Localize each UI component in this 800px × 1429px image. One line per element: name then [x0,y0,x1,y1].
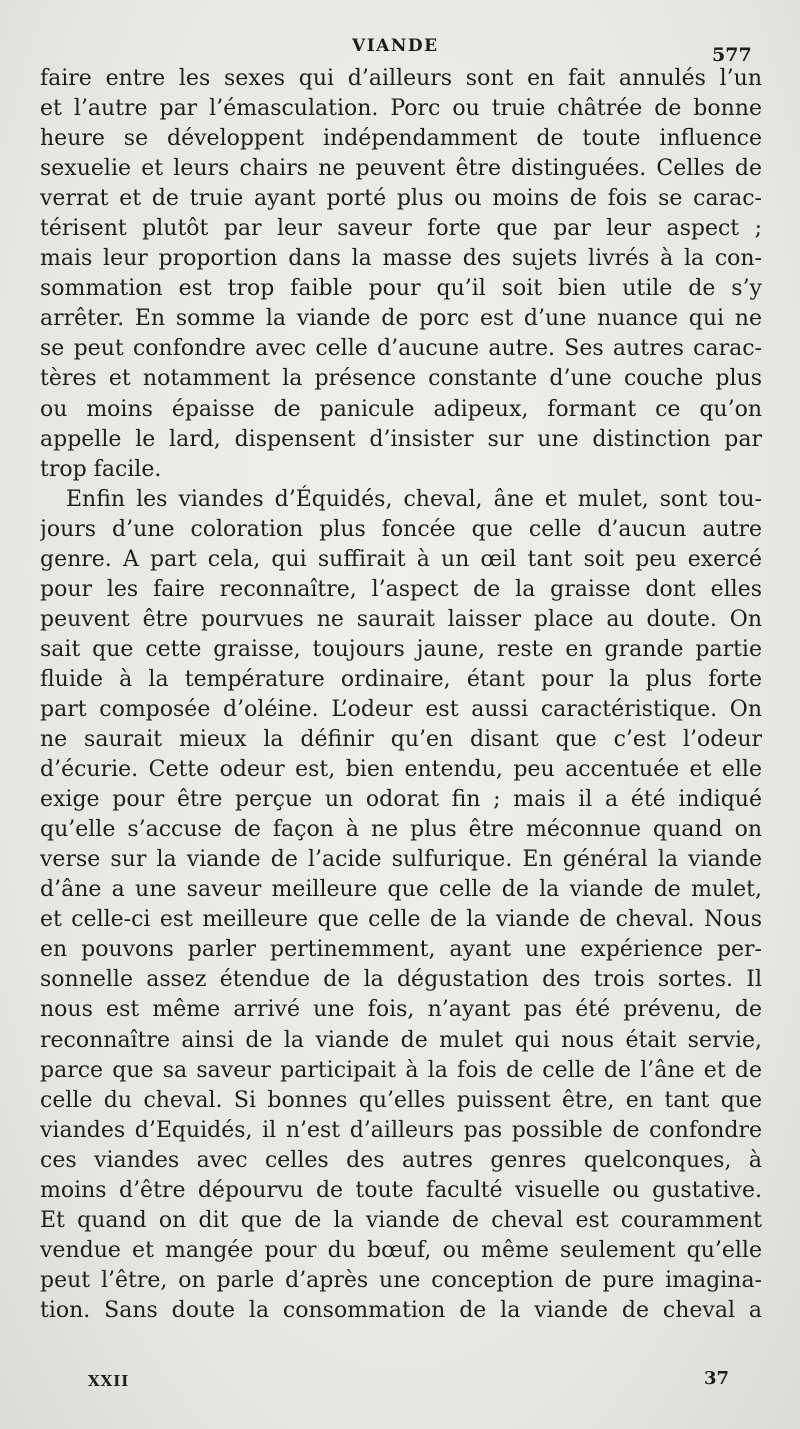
text-line: vendue et mangée pour du bœuf, ou même seulement qu’elle [40,1237,762,1263]
paragraph-end-line: trop facile. [40,456,162,482]
text-line: et l’autre par l’émasculation. Porc ou truie châtrée de bonne [40,96,762,122]
text-line: tion. Sans doute la consommation de la viande de cheval a [40,1297,762,1323]
text-line: jours d’une coloration plus foncée que celle d’aucun autre [40,516,762,542]
text-line: se peut confondre avec celle d’aucune autre. Ses autres carac- [40,336,762,362]
text-line: appelle le lard, dispensent d’insister sur une distinction par [40,426,762,452]
text-line: exige pour être perçue un odorat fin ; mais il a été indiqué [40,787,762,813]
text-line: ces viandes avec celles des autres genres quelconques, à [40,1147,762,1173]
text-line: ne saurait mieux la définir qu’en disant que c’est l’odeur [40,727,762,753]
text-line: moins d’être dépourvu de toute faculté visuelle ou gustative. [40,1177,762,1203]
text-line: tères et notamment la présence constante d’une couche plus [40,366,762,392]
text-line: sexuelie et leurs chairs ne peuvent être distinguées. Celles de [40,156,762,182]
text-line: heure se développent indépendamment de toute influence [40,126,762,152]
page-number: 577 [712,44,752,66]
text-line: pour les faire reconnaître, l’aspect de la graisse dont elles [40,576,762,602]
text-line: verrat et de truie ayant porté plus ou moins de fois se carac- [40,186,762,212]
text-line: d’âne a une saveur meilleure que celle de la viande de mulet, [40,877,762,903]
text-line: nous est même arrivé une fois, n’ayant pas été prévenu, de [40,997,762,1023]
body-text [40,64,762,1326]
text-line: verse sur la viande de l’acide sulfurique. En général la viande [40,847,762,873]
text-line: Et quand on dit que de la viande de cheval est couramment [40,1207,762,1233]
sheet-number: 37 [704,1368,730,1389]
text-line: qu’elle s’accuse de façon à ne plus être méconnue quand on [40,817,762,843]
text-line: parce que sa saveur participait à la fois de celle de l’âne et de [40,1057,762,1083]
text-line: arrêter. En somme la viande de porc est d’une nuance qui ne [40,306,762,332]
text-line: sommation est trop faible pour qu’il soit bien utile de s’y [40,276,762,302]
signature-mark: XXII [88,1372,130,1390]
running-head: VIANDE [352,36,439,56]
text-line: fluide à la température ordinaire, étant pour la plus forte [40,666,762,692]
text-line: viandes d’Equidés, il n’est d’ailleurs pas possible de confondre [40,1117,762,1143]
paragraph-start-line: Enfin les viandes d’Équidés, cheval, âne et mulet, sont tou- [66,486,762,512]
text-line: en pouvons parler pertinemment, ayant une expérience per- [40,937,762,963]
text-line: d’écurie. Cette odeur est, bien entendu, peu accentuée et elle [40,757,762,783]
text-line: ou moins épaisse de panicule adipeux, formant ce qu’on [40,396,762,422]
text-line: mais leur proportion dans la masse des sujets livrés à la con- [40,246,762,272]
text-line: faire entre les sexes qui d’ailleurs sont en fait annulés l’un [40,66,762,91]
text-line: sait que cette graisse, toujours jaune, reste en grande partie [40,636,762,662]
text-line: sonnelle assez étendue de la dégustation des trois sortes. Il [40,967,762,993]
text-line: et celle-ci est meilleure que celle de la viande de cheval. Nous [40,907,762,933]
text-line: peut l’être, on parle d’après une conception de pure imagina- [40,1267,762,1293]
text-line: celle du cheval. Si bonnes qu’elles puissent être, en tant que [40,1087,762,1113]
text-line: peuvent être pourvues ne saurait laisser place au doute. On [40,606,762,632]
text-line: reconnaître ainsi de la viande de mulet qui nous était servie, [40,1027,762,1053]
text-line: térisent plutôt par leur saveur forte que par leur aspect ; [40,216,762,242]
text-line: genre. A part cela, qui suffirait à un œil tant soit peu exercé [40,546,762,572]
text-line: part composée d’oléine. L’odeur est aussi caractéristique. On [40,696,762,722]
